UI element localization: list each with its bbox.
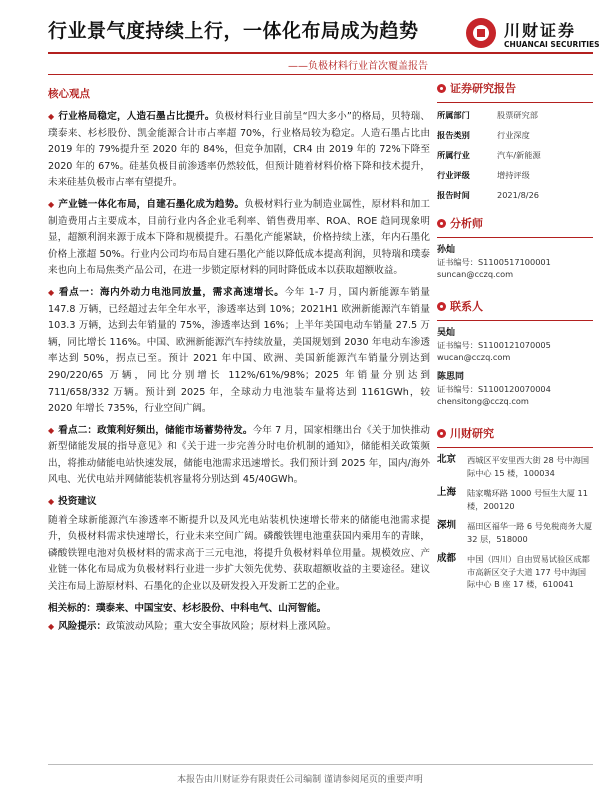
bullet-icon: ◆: [48, 425, 55, 435]
logo-icon: [466, 18, 496, 48]
report-subtitle: ——负极材料行业首次覆盖报告: [288, 61, 428, 72]
core-views: [48, 86, 430, 641]
office-entry: 上海 陆家嘴环路 1000 号恒生大厦 11 楼，200120: [437, 487, 588, 511]
bullet-icon: ◆: [48, 622, 55, 632]
bullet-icon: ◆: [48, 287, 55, 297]
header-rule: [48, 52, 593, 54]
info-row: 所属部门 股票研究部: [437, 110, 538, 120]
bullet-icon: ◆: [48, 199, 55, 209]
investment-heading: ◆ 投资建议: [48, 496, 97, 508]
office-entry: 成都 中国（四川）自由贸易试验区成都市高新区交子大道 177 号中海国际中心 B 座 17 楼，610041: [437, 553, 590, 589]
sidebar-heading-analyst: 分析师: [437, 215, 593, 231]
circle-icon: [437, 429, 446, 438]
circle-icon: [437, 84, 446, 93]
paragraph-highlight-2: ◆ 看点二：政策利好频出，储能市场蓄势待发。今年 7 月，国家相继出台《关于加快推动新型储能发展的指导意见》和《关于进一步完善分时电价机制的通知》，储能相关政策频出，将推动储能电站快速发展，储能电池需求迅速增长。我们预计到 2025 年，国内/海外风电、光伏电站并网储能装机容量将分别达到 45/40GWh。: [48, 424, 431, 486]
bullet-icon: ◆: [48, 497, 55, 507]
company-logo: [466, 18, 600, 52]
section-label: 核心观点: [48, 88, 90, 100]
paragraph-highlight-1: ◆ 看点一：海内外动力电池同放量，需求高速增长。今年 1-7 月，国内新能源车销量 147.8 万辆，已经超过去年全年水平，渗透率达到 10%；2021H1 欧洲新能源汽车销量 103.3 万辆，达到去年销量的 75%，渗透率达到 16%；上半年美国电动车销量 27.5 万辆，同比增长 116%。中国、欧洲新能源汽车持续放量，美国规划到 2030 年电动车渗透率达到 50%，拐点已至。预计 2021 年中国、欧洲、美国新能源汽车销量分别达到 290/220/65 万辆，同比分别增长 112%/61%/98%；2025 年销量分别达到 711/658/332 万辆。预计到 2025 年，全球动力电池装车量将达到 1161GWh，较 2020 年增长 735%，行业空间广阔。: [48, 286, 430, 415]
sidebar-heading-offices: 川财研究: [437, 425, 593, 441]
contact-card: 吴灿 证书编号：S1100121070005 wucan@cczq.com: [437, 327, 593, 363]
divider: [437, 447, 593, 448]
contact-email[interactable]: wucan@cczq.com: [437, 352, 511, 362]
risk-warning: ◆ 风险提示：政策波动风险；重大安全事故风险；原材料上涨风险。: [48, 621, 337, 633]
logo-name-en: CHUANCAI SECURITIES: [504, 40, 600, 49]
sidebar: [437, 80, 593, 599]
paragraph-investment: 随着全球新能源汽车渗透率不断提升以及风光电站装机快速增长带来的储能电池需求提升，负极材料需求快速增长，行业未来空间广阔。磷酸铁锂电池重获国内乘用车的青睐，磷酸铁锂电池对负极材料的需求高于三元电池，将提升负极材料单位用量。规模效应、产业链一体化布局成为负极材料行业进一步扩大领先优势、获取超额收益的主要途径。建议关注布局上游原材料、石墨化的企业以及研发投入开发新工艺的企业。: [48, 514, 430, 593]
circle-icon: [437, 219, 446, 228]
contact-email[interactable]: chensitong@cczq.com: [437, 396, 529, 406]
analyst-card: 孙灿 证书编号：S1100517100001 suncan@cczq.com: [437, 244, 593, 280]
info-row: 报告时间 2021/8/26: [437, 190, 539, 200]
related-stocks: 相关标的：璞泰来、中国宝安、杉杉股份、中科电气、山河智能。: [48, 602, 327, 614]
report-title: 行业景气度持续上行，一体化布局成为趋势: [48, 20, 419, 42]
header-rule-2: [48, 74, 593, 75]
logo-name-cn: 川财证券: [504, 21, 577, 40]
divider: [437, 320, 593, 321]
divider: [437, 102, 593, 103]
info-row: 行业评级 增持评级: [437, 170, 530, 180]
footer-disclaimer: 本报告由川财证券有限责任公司编制 谨请参阅尾页的重要声明: [177, 775, 423, 785]
paragraph-industry-pattern: ◆ 行业格局稳定，人造石墨占比提升。负极材料行业目前呈“四大多小”的格局，贝特瑞、璞泰来、杉杉股份、凯金能源合计市占率超 70%，行业格局较为稳定。人造石墨占比由 2019 年的 79%提升至 2020 年的 84%，但竞争加剧，CR4 由 2019 年的 72%下降至 2020 年的 67%。硅基负极目前渗透率仍然较低，但预计随着材料价格下降和技术提升，未来硅基负极市占率有望提升。: [48, 111, 431, 189]
office-entry: 深圳 福田区福华一路 6 号免税商务大厦 32 层，518000: [437, 520, 593, 544]
sidebar-heading-report: 证券研究报告: [437, 80, 593, 96]
circle-icon: [437, 302, 446, 311]
info-row: 所属行业 汽车/新能源: [437, 150, 541, 160]
sidebar-heading-contact: 联系人: [437, 298, 593, 314]
paragraph-integration: ◆ 产业链一体化布局，自建石墨化成为趋势。负极材料行业为制造业属性，原材料和加工制造费用占主要成本，目前行业内各企业毛利率、销售费用率、ROA、ROE 趋同现象明显，超额利润来源于成本下降和规模提升。石墨化产能紧缺，价格持续上涨，年内石墨化价格上涨超 50%。行业内公司均布局自建石墨化产能以降低成本提高利润，贝特瑞和璞泰来也向上布局焦类产品公司，在进一步锁定原材料的同时降低成本以获取超额收益。: [48, 198, 431, 277]
office-entry: 北京 西城区平安里西大街 28 号中海国际中心 15 楼，100034: [437, 454, 590, 478]
analyst-email[interactable]: suncan@cczq.com: [437, 269, 514, 279]
divider: [437, 237, 593, 238]
info-row: 报告类别 行业深度: [437, 130, 530, 140]
contact-card: 陈思同 证书编号：S1100120070004 chensitong@cczq.com: [437, 371, 593, 407]
footer-rule: [48, 764, 593, 765]
bullet-icon: ◆: [48, 112, 55, 121]
